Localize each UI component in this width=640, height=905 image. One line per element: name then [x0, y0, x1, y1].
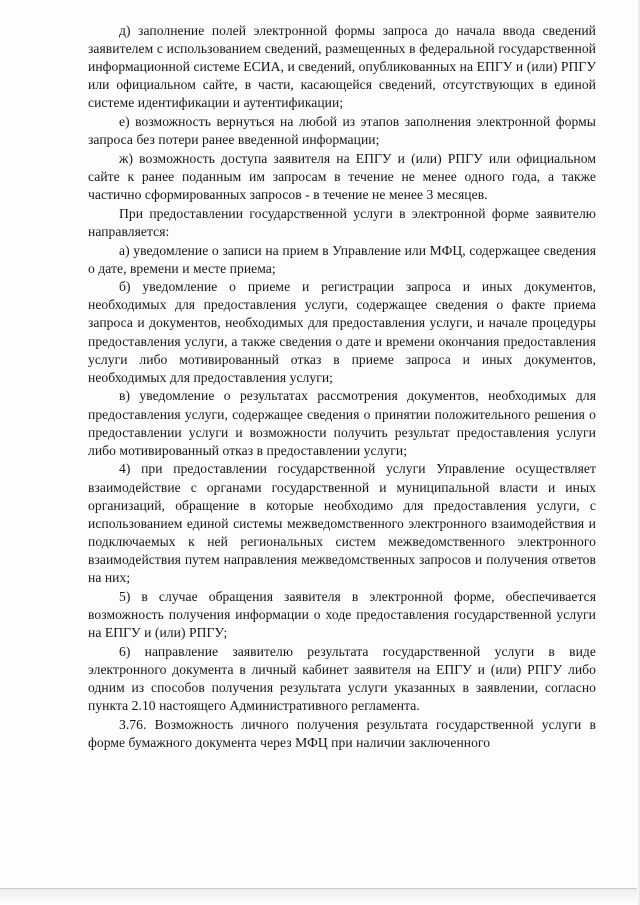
paragraph-v-review-results-notice: в) уведомление о результатах рассмотрения документов, необходимых для предоставления услуги, содержащее сведения о принятии положительного решения о предоставлении услуги и возможности получить результат предоставления услуги либо мотивированный отказ в предоставлении услуги;: [88, 388, 596, 458]
paragraph-electronic-notifications-intro: При предоставлении государственной услуги в электронной форме заявителю направляется:: [88, 205, 596, 239]
paragraph-6-result-delivery: 6) направление заявителю результата государственной услуги в виде электронного документа в личный кабинет заявителя на ЕПГУ и (или) РПГУ либо одним из способов получения результата услуги указанных в заявлении, согласно пункта 2.10 настоящего Административного регламента.: [88, 643, 596, 713]
paragraph-e-return-to-step: е) возможность вернуться на любой из этапов заполнения электронной формы запроса без потери ранее введенной информации;: [88, 114, 596, 148]
page-bottom-shadow: [0, 889, 640, 905]
paragraph-5-status-information: 5) в случае обращения заявителя в электронной форме, обеспечивается возможность получения информации о ходе предоставления государственной услуги на ЕПГУ и (или) РПГУ;: [88, 588, 596, 640]
paragraph-3-76-paper-result: 3.76. Возможность личного получения результата государственной услуги в форме бумажного документа через МФЦ при наличии заключенного: [88, 716, 596, 750]
paragraph-d-form-prefill: д) заполнение полей электронной формы запроса до начала ввода сведений заявителем с использованием сведений, размещенных в федеральной государственной информационной системе ЕСИА, и сведений, опубликованных на ЕПГУ и (или) РПГУ или официальном сайте, в части, касающейся сведений, отсутствующих в единой системе идентификации и аутентификации;: [88, 23, 596, 111]
paragraph-zh-access-to-requests: ж) возможность доступа заявителя на ЕПГУ и (или) РПГУ или официальном сайте к ранее поданным им запросам в течение не менее одного года, а также частично сформированных запросов - в течение не менее 3 месяцев.: [88, 150, 596, 203]
paragraph-a-appointment-notice: а) уведомление о записи на прием в Управление или МФЦ, содержащее сведения о дате, времени и месте приема;: [88, 242, 596, 276]
document-body: [88, 22, 596, 752]
paragraph-4-interagency-interaction: 4) при предоставлении государственной услуги Управление осуществляет взаимодействие с органами государственной и муниципальной власти и иных организаций, обращение в которые необходимо для предоставления услуги, с использованием единой системы межведомственного электронного взаимодействия и подключаемых к ней региональных систем межведомственного электронного взаимодействия путем направления межведомственных запросов и получения ответов на них;: [88, 461, 596, 585]
paragraph-b-registration-notice: б) уведомление о приеме и регистрации запроса и иных документов, необходимых для предоставления услуги, содержащее сведения о факте приема запроса и документов, необходимых для предоставления услуги, и начале процедуры предоставления услуги, а также сведения о дате и времени окончания предоставления услуги либо мотивированный отказ в приеме запроса и иных документов, необходимых для предоставления услуги;: [88, 279, 596, 385]
